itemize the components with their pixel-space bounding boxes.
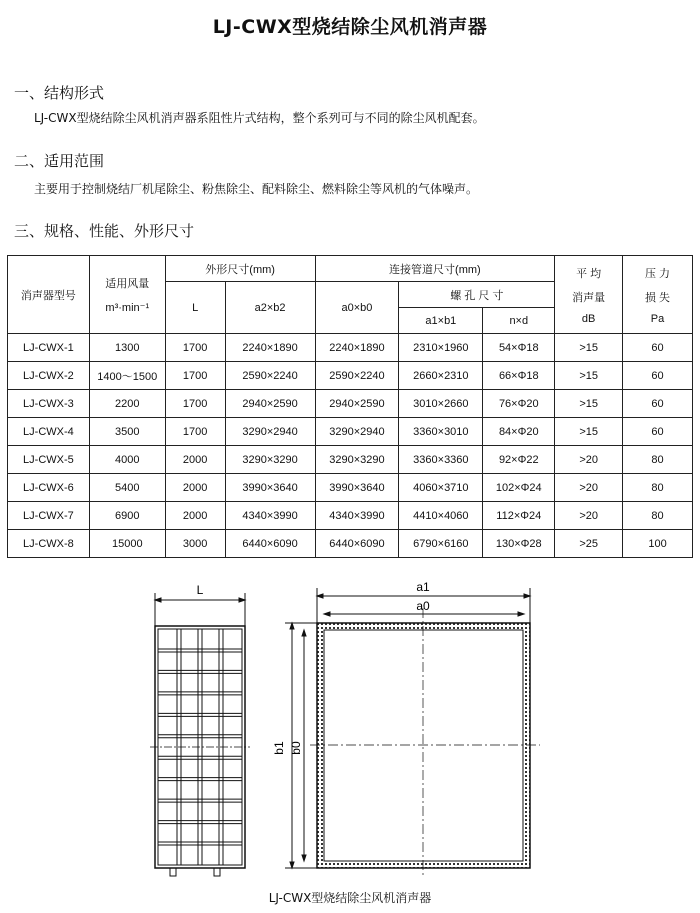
cell-a0b0: 2940×2590 (315, 390, 399, 418)
cell-a2b2: 2240×1890 (225, 334, 315, 362)
cell-model: LJ-CWX-4 (8, 418, 90, 446)
cell-nd: 102×Φ24 (483, 474, 555, 502)
header-airflow-label: 适用风量 (105, 278, 150, 290)
cell-a2b2: 4340×3990 (225, 502, 315, 530)
cell-length: 2000 (165, 446, 225, 474)
header-attenuation (555, 256, 623, 334)
section-heading-structure: 一、结构形式 (14, 84, 105, 102)
cell-nd: 112×Φ24 (483, 502, 555, 530)
cell-airflow: 3500 (89, 418, 165, 446)
spec-table (7, 255, 693, 558)
dim-label-a0: a0 (416, 599, 430, 613)
cell-a2b2: 3990×3640 (225, 474, 315, 502)
dim-label-b1: b1 (272, 741, 286, 755)
cell-length: 3000 (165, 530, 225, 558)
cell-airflow: 1400～1500 (89, 362, 165, 390)
cell-attenuation: >20 (555, 446, 623, 474)
table-row (8, 362, 693, 390)
cell-attenuation: >15 (555, 390, 623, 418)
header-pipe: 连接管道尺寸(mm) (315, 256, 555, 282)
cell-a0b0: 2240×1890 (315, 334, 399, 362)
header-nd: n×d (483, 308, 555, 334)
cell-length: 1700 (165, 334, 225, 362)
cell-airflow: 5400 (89, 474, 165, 502)
cell-a0b0: 2590×2240 (315, 362, 399, 390)
header-pressure-loss-unit: Pa (650, 312, 665, 325)
cell-a1b1: 3010×2660 (399, 390, 483, 418)
cell-a0b0: 4340×3990 (315, 502, 399, 530)
cell-nd: 92×Φ22 (483, 446, 555, 474)
cell-attenuation: >15 (555, 418, 623, 446)
cell-pressure-loss: 80 (623, 474, 693, 502)
header-attenuation-line1: 平 均 (576, 267, 602, 280)
cell-pressure-loss: 60 (623, 362, 693, 390)
cell-model: LJ-CWX-2 (8, 362, 90, 390)
section-text-structure: LJ-CWX型烧结除尘风机消声器系阻性片式结构，整个系列可与不同的除尘风机配套。 (34, 111, 485, 125)
cell-length: 1700 (165, 362, 225, 390)
table-row (8, 474, 693, 502)
cell-a0b0: 3290×2940 (315, 418, 399, 446)
table-row (8, 502, 693, 530)
header-model: 消声器型号 (8, 256, 90, 334)
cell-a0b0: 6440×6090 (315, 530, 399, 558)
cell-airflow: 2200 (89, 390, 165, 418)
header-airflow (89, 256, 165, 334)
cell-airflow: 4000 (89, 446, 165, 474)
header-a1b1: a1×b1 (399, 308, 483, 334)
cell-pressure-loss: 60 (623, 390, 693, 418)
cell-nd: 54×Φ18 (483, 334, 555, 362)
table-row (8, 530, 693, 558)
section-heading-specs: 三、规格、性能、外形尺寸 (14, 222, 195, 240)
cell-nd: 76×Φ20 (483, 390, 555, 418)
section-text-application: 主要用于控制烧结厂机尾除尘、粉焦除尘、配料除尘、燃料除尘等风机的气体噪声。 (34, 182, 479, 196)
page-title: LJ-CWX型烧结除尘风机消声器 (212, 16, 488, 38)
cell-airflow: 15000 (89, 530, 165, 558)
cell-attenuation: >15 (555, 334, 623, 362)
header-L: L (165, 282, 225, 334)
cell-a1b1: 4060×3710 (399, 474, 483, 502)
table-row (8, 418, 693, 446)
cell-a1b1: 2310×1960 (399, 334, 483, 362)
header-pressure-loss-line2: 损 失 (645, 291, 671, 304)
cell-model: LJ-CWX-6 (8, 474, 90, 502)
cell-attenuation: >20 (555, 502, 623, 530)
cell-a2b2: 6440×6090 (225, 530, 315, 558)
header-attenuation-line2: 消声量 (572, 291, 606, 304)
cell-length: 2000 (165, 474, 225, 502)
header-bolt-holes: 螺 孔 尺 寸 (399, 282, 555, 308)
cell-length: 1700 (165, 390, 225, 418)
cell-model: LJ-CWX-5 (8, 446, 90, 474)
header-a0b0: a0×b0 (315, 282, 399, 334)
cell-a2b2: 3290×3290 (225, 446, 315, 474)
cell-nd: 66×Φ18 (483, 362, 555, 390)
cell-length: 1700 (165, 418, 225, 446)
header-outer: 外形尺寸(mm) (165, 256, 315, 282)
header-attenuation-unit: dB (581, 312, 596, 325)
cell-a0b0: 3290×3290 (315, 446, 399, 474)
cell-attenuation: >20 (555, 474, 623, 502)
table-row (8, 334, 693, 362)
cell-nd: 130×Φ28 (483, 530, 555, 558)
dim-label-b0: b0 (289, 741, 303, 755)
cell-model: LJ-CWX-8 (8, 530, 90, 558)
cell-a0b0: 3990×3640 (315, 474, 399, 502)
cell-pressure-loss: 60 (623, 334, 693, 362)
cell-model: LJ-CWX-7 (8, 502, 90, 530)
cell-length: 2000 (165, 502, 225, 530)
cell-pressure-loss: 80 (623, 502, 693, 530)
cell-attenuation: >15 (555, 362, 623, 390)
cell-a1b1: 6790×6160 (399, 530, 483, 558)
header-pressure-loss-line1: 压 力 (645, 267, 671, 280)
cell-pressure-loss: 100 (623, 530, 693, 558)
silencer-drawing (0, 578, 700, 913)
cell-attenuation: >25 (555, 530, 623, 558)
cell-pressure-loss: 80 (623, 446, 693, 474)
section-heading-application: 二、适用范围 (14, 152, 105, 170)
cell-a1b1: 3360×3010 (399, 418, 483, 446)
front-view (285, 588, 540, 878)
cell-pressure-loss: 60 (623, 418, 693, 446)
cell-nd: 84×Φ20 (483, 418, 555, 446)
dim-label-a1: a1 (416, 580, 430, 594)
side-view (150, 593, 250, 876)
cell-a1b1: 3360×3360 (399, 446, 483, 474)
cell-model: LJ-CWX-3 (8, 390, 90, 418)
dim-label-L: L (196, 583, 204, 597)
header-pressure-loss (623, 256, 693, 334)
cell-airflow: 1300 (89, 334, 165, 362)
cell-airflow: 6900 (89, 502, 165, 530)
table-row (8, 446, 693, 474)
drawing-caption: LJ-CWX型烧结除尘风机消声器 (268, 891, 432, 905)
header-airflow-unit: m³·min⁻¹ (105, 302, 150, 314)
cell-model: LJ-CWX-1 (8, 334, 90, 362)
cell-a2b2: 2940×2590 (225, 390, 315, 418)
cell-a1b1: 2660×2310 (399, 362, 483, 390)
header-a2b2: a2×b2 (225, 282, 315, 334)
table-row (8, 390, 693, 418)
cell-a1b1: 4410×4060 (399, 502, 483, 530)
cell-a2b2: 3290×2940 (225, 418, 315, 446)
cell-a2b2: 2590×2240 (225, 362, 315, 390)
